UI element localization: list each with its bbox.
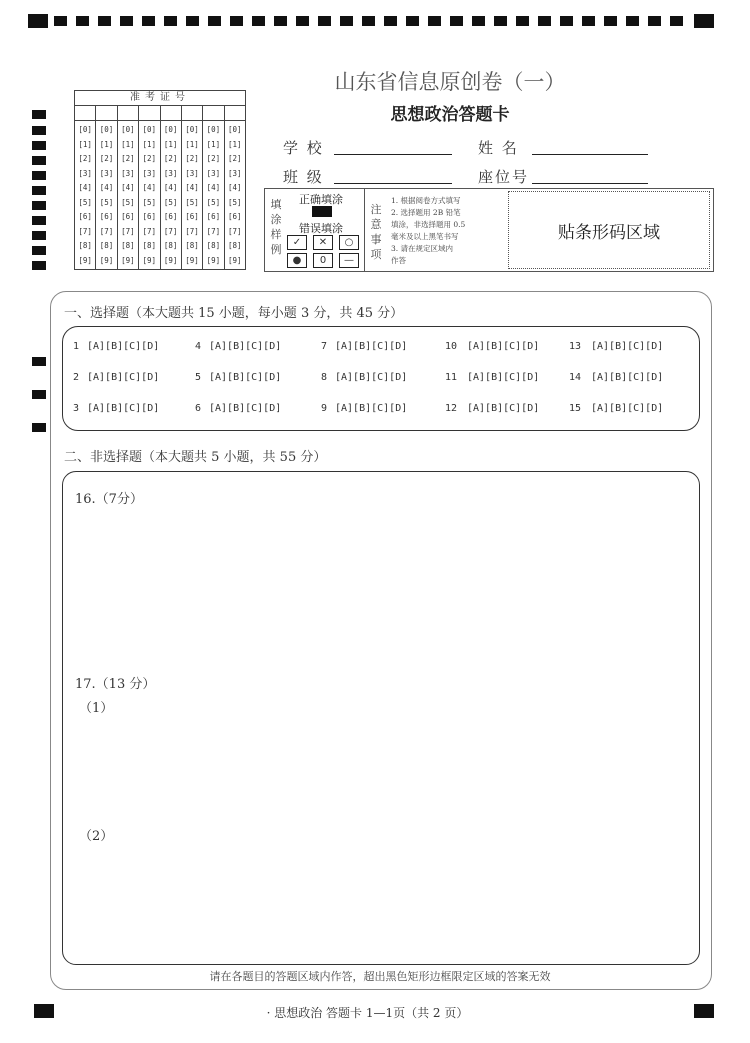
ticket-digit-bubble[interactable]: [1] <box>121 139 135 149</box>
choice-item[interactable] <box>73 372 159 383</box>
question-number: 8 <box>321 372 328 383</box>
question-17-label: 17.（13 分） <box>75 677 156 692</box>
ticket-digit-bubble[interactable]: [7] <box>185 226 199 236</box>
ticket-digit-bubble[interactable]: [6] <box>121 212 135 221</box>
ticket-digit-bubble[interactable]: [5] <box>99 197 114 207</box>
ticket-digit-bubble[interactable]: [6] <box>185 212 199 221</box>
ticket-digit-bubble[interactable]: [4] <box>121 183 135 192</box>
ticket-digit-bubble[interactable]: [8] <box>99 241 114 250</box>
option-bubbles[interactable]: [A][B][C][D] <box>87 403 160 414</box>
choice-item[interactable] <box>195 341 281 352</box>
ticket-digit-bubble[interactable]: [1] <box>142 139 157 149</box>
option-bubbles[interactable]: [A][B][C][D] <box>467 341 540 352</box>
timing-mark <box>538 16 551 26</box>
fill-sample-label: 填 涂 样 例 <box>270 198 282 256</box>
question-number: 11 <box>445 372 458 383</box>
timing-mark <box>230 16 243 26</box>
ticket-digit-bubble[interactable]: [0] <box>142 125 157 134</box>
ticket-digit-bubble[interactable]: [1] <box>228 139 242 149</box>
ticket-digit-bubble[interactable]: [3] <box>121 168 135 178</box>
ticket-digit-bubble[interactable]: [8] <box>185 241 199 250</box>
ticket-digit-bubble[interactable]: [4] <box>78 183 92 192</box>
ticket-digit-bubble[interactable]: [2] <box>163 154 178 163</box>
dash-mark-icon: — <box>339 253 359 268</box>
ticket-digit-bubble[interactable]: [6] <box>78 212 92 221</box>
ticket-digit-bubble[interactable]: [1] <box>206 139 221 149</box>
ticket-number-grid <box>74 90 246 270</box>
question-number: 13 <box>569 341 582 352</box>
option-bubbles[interactable]: [A][B][C][D] <box>335 372 408 383</box>
name-label: 姓 名 <box>478 139 519 157</box>
ticket-digit-bubble[interactable]: [3] <box>78 168 92 178</box>
ticket-digit-bubble[interactable]: [6] <box>99 212 114 221</box>
ticket-digit-bubble[interactable]: [7] <box>78 226 92 236</box>
timing-mark <box>340 16 353 26</box>
option-bubbles[interactable]: [A][B][C][D] <box>591 372 664 383</box>
notes-label: 注 意 事 项 <box>370 203 382 261</box>
timing-mark <box>472 16 485 26</box>
ticket-digit-bubble[interactable]: [3] <box>99 168 114 178</box>
question-number: 4 <box>195 341 202 352</box>
ticket-digit-bubble[interactable]: [8] <box>206 241 221 250</box>
side-timing-mark <box>32 156 46 165</box>
choice-item[interactable] <box>321 403 407 414</box>
option-bubbles[interactable]: [A][B][C][D] <box>335 341 408 352</box>
ticket-digit-bubble[interactable]: [7] <box>163 226 178 236</box>
oval-mark-icon: 0 <box>313 253 333 268</box>
notes-text: 1. 根据阅卷方式填写 2. 选择题用 2B 铅笔 填涂，非选择题用 0.5 毫米及以上黑笔书写 3. 请在规定区域内 作答 <box>391 196 466 265</box>
question-17-part2-label: （2） <box>79 829 114 844</box>
ticket-digit-bubble[interactable]: [0] <box>228 125 242 134</box>
timing-mark <box>208 16 221 26</box>
ticket-digit-columns <box>75 121 245 269</box>
ticket-digit-column <box>161 121 182 269</box>
timing-mark <box>560 16 573 26</box>
ticket-digit-bubble[interactable]: [5] <box>121 197 135 207</box>
choice-item[interactable] <box>445 403 539 414</box>
side-timing-mark <box>32 357 46 366</box>
ticket-number-title: 准考证号 <box>75 91 245 106</box>
option-bubbles[interactable]: [A][B][C][D] <box>467 372 540 383</box>
timing-mark <box>54 16 67 26</box>
timing-mark <box>648 16 661 26</box>
divider <box>364 189 365 271</box>
question-17-part1-label: （1） <box>79 701 114 716</box>
timing-mark <box>186 16 199 26</box>
timing-mark <box>296 16 309 26</box>
option-bubbles[interactable]: [A][B][C][D] <box>467 403 540 414</box>
choice-item[interactable] <box>445 372 539 383</box>
timing-mark <box>252 16 265 26</box>
ticket-digit-bubble[interactable]: [9] <box>228 255 242 265</box>
choice-item[interactable] <box>445 341 539 352</box>
timing-mark <box>28 14 48 28</box>
ticket-digit-bubble[interactable]: [9] <box>206 255 221 265</box>
ticket-digit-bubble[interactable]: [3] <box>228 168 242 178</box>
side-timing-mark <box>32 171 46 180</box>
circle-mark-icon: ○ <box>339 235 359 250</box>
choice-item[interactable] <box>569 403 663 414</box>
ticket-digit-bubble[interactable]: [1] <box>185 139 199 149</box>
ticket-digit-bubble[interactable]: [9] <box>163 255 178 265</box>
ticket-digit-bubble[interactable]: [7] <box>99 226 114 236</box>
class-label: 班 级 <box>283 168 324 186</box>
ticket-digit-bubble[interactable]: [2] <box>185 154 199 163</box>
ticket-digit-bubble[interactable]: [7] <box>228 226 242 236</box>
ticket-digit-bubble[interactable]: [8] <box>142 241 157 250</box>
option-bubbles[interactable]: [A][B][C][D] <box>209 403 282 414</box>
ticket-digit-bubble[interactable]: [1] <box>163 139 178 149</box>
question-number: 5 <box>195 372 202 383</box>
ticket-digit-bubble[interactable]: [7] <box>121 226 135 236</box>
barcode-area: 贴条形码区域 <box>508 191 710 269</box>
timing-mark <box>98 16 111 26</box>
timing-mark <box>626 16 639 26</box>
ticket-digit-bubble[interactable]: [0] <box>121 125 135 134</box>
ticket-digit-bubble[interactable]: [4] <box>99 183 114 192</box>
ticket-digit-bubble[interactable]: [0] <box>185 125 199 134</box>
question-16-label: 16.（7分） <box>75 492 143 507</box>
choice-item[interactable] <box>569 372 663 383</box>
ticket-digit-bubble[interactable]: [1] <box>78 139 92 149</box>
dot-mark-icon: ● <box>287 253 307 268</box>
option-bubbles[interactable]: [A][B][C][D] <box>87 341 160 352</box>
question-number: 14 <box>569 372 582 383</box>
ticket-digit-bubble[interactable]: [3] <box>185 168 199 178</box>
option-bubbles[interactable]: [A][B][C][D] <box>335 403 408 414</box>
ticket-digit-bubble[interactable]: [5] <box>228 197 242 207</box>
ticket-digit-bubble[interactable]: [7] <box>206 226 221 236</box>
ticket-digit-bubble[interactable]: [2] <box>121 154 135 163</box>
class-field[interactable] <box>334 182 452 184</box>
side-timing-mark <box>32 390 46 399</box>
ticket-digit-bubble[interactable]: [6] <box>206 212 221 221</box>
ticket-digit-bubble[interactable]: [3] <box>163 168 178 178</box>
timing-mark <box>120 16 133 26</box>
seat-label: 座位号 <box>478 168 530 186</box>
cross-mark-icon: ✕ <box>313 235 333 250</box>
timing-mark <box>362 16 375 26</box>
exam-title: 山东省信息原创卷（一） <box>334 70 566 94</box>
ticket-digit-column <box>75 121 96 269</box>
ticket-digit-bubble[interactable]: [9] <box>78 255 92 265</box>
ticket-digit-bubble[interactable]: [2] <box>206 154 221 163</box>
sheet-subtitle: 思想政治答题卡 <box>390 105 510 125</box>
ticket-digit-bubble[interactable]: [8] <box>163 241 178 250</box>
side-timing-mark <box>32 423 46 432</box>
timing-mark <box>164 16 177 26</box>
timing-mark <box>450 16 463 26</box>
side-timing-mark <box>32 141 46 150</box>
answer-area-warning: 请在各题目的答题区域内作答，超出黑色矩形边框限定区域的答案无效 <box>209 970 551 983</box>
ticket-digit-bubble[interactable]: [8] <box>121 241 135 250</box>
ticket-digit-bubble[interactable]: [8] <box>78 241 92 250</box>
side-timing-mark <box>32 261 46 270</box>
side-timing-mark <box>32 201 46 210</box>
question-number: 10 <box>445 341 458 352</box>
option-bubbles[interactable]: [A][B][C][D] <box>591 403 664 414</box>
choice-item[interactable] <box>321 341 407 352</box>
timing-mark <box>274 16 287 26</box>
ticket-digit-bubble[interactable]: [2] <box>99 154 114 163</box>
choice-item[interactable] <box>195 403 281 414</box>
option-bubbles[interactable]: [A][B][C][D] <box>591 341 664 352</box>
ticket-digit-bubble[interactable]: [4] <box>185 183 199 192</box>
ticket-digit-column <box>96 121 117 269</box>
ticket-digit-bubble[interactable]: [3] <box>142 168 157 178</box>
ticket-digit-column <box>182 121 203 269</box>
timing-mark <box>384 16 397 26</box>
ticket-digit-column <box>225 121 245 269</box>
school-field[interactable] <box>334 153 452 155</box>
ticket-digit-bubble[interactable]: [4] <box>228 183 242 192</box>
option-bubbles[interactable]: [A][B][C][D] <box>209 341 282 352</box>
question-number: 1 <box>73 341 80 352</box>
ticket-digit-bubble[interactable]: [2] <box>78 154 92 163</box>
timing-mark <box>142 16 155 26</box>
question-number: 6 <box>195 403 202 414</box>
ticket-digit-bubble[interactable]: [4] <box>142 183 157 192</box>
section1-title: 一、选择题（本大题共 15 小题，每小题 3 分，共 45 分） <box>64 306 404 321</box>
timing-mark <box>694 14 714 28</box>
ticket-digit-bubble[interactable]: [0] <box>99 125 114 134</box>
check-mark-icon: ✓ <box>287 235 307 250</box>
choice-answer-box <box>62 326 700 431</box>
side-timing-mark <box>32 231 46 240</box>
ticket-digit-bubble[interactable]: [5] <box>142 197 157 207</box>
option-bubbles[interactable]: [A][B][C][D] <box>209 372 282 383</box>
timing-mark <box>604 16 617 26</box>
question-number: 12 <box>445 403 458 414</box>
question-number: 9 <box>321 403 328 414</box>
ticket-digit-bubble[interactable]: [5] <box>163 197 178 207</box>
timing-mark <box>406 16 419 26</box>
wrong-fill-label: 错误填涂 <box>299 222 343 235</box>
page-footer: · 思想政治 答题卡 1—1页（共 2 页） <box>266 1006 469 1020</box>
timing-mark <box>318 16 331 26</box>
choice-item[interactable] <box>73 403 159 414</box>
essay-answer-box[interactable] <box>62 471 700 965</box>
ticket-digit-bubble[interactable]: [0] <box>163 125 178 134</box>
option-bubbles[interactable]: [A][B][C][D] <box>87 372 160 383</box>
school-label: 学 校 <box>283 139 324 157</box>
timing-mark <box>670 16 683 26</box>
choice-item[interactable] <box>569 341 663 352</box>
correct-fill-label: 正确填涂 <box>299 193 343 206</box>
choice-item[interactable] <box>195 372 281 383</box>
timing-mark <box>516 16 529 26</box>
question-number: 3 <box>73 403 80 414</box>
ticket-digit-bubble[interactable]: [6] <box>228 212 242 221</box>
ticket-digit-bubble[interactable]: [4] <box>163 183 178 192</box>
side-timing-mark <box>32 126 46 135</box>
ticket-digit-bubble[interactable]: [5] <box>206 197 221 207</box>
side-timing-mark <box>32 216 46 225</box>
ticket-digit-bubble[interactable]: [8] <box>228 241 242 250</box>
ticket-digit-bubble[interactable]: [7] <box>142 226 157 236</box>
ticket-number-write-row[interactable] <box>75 106 245 121</box>
ticket-digit-bubble[interactable]: [9] <box>142 255 157 265</box>
question-number: 2 <box>73 372 80 383</box>
ticket-digit-bubble[interactable]: [6] <box>163 212 178 221</box>
ticket-digit-bubble[interactable]: [2] <box>228 154 242 163</box>
ticket-digit-bubble[interactable]: [0] <box>206 125 221 134</box>
section2-title: 二、非选择题（本大题共 5 小题，共 55 分） <box>64 450 327 465</box>
correct-fill-example <box>312 206 332 217</box>
ticket-digit-bubble[interactable]: [5] <box>185 197 199 207</box>
choice-item[interactable] <box>73 341 159 352</box>
seat-field[interactable] <box>532 182 648 184</box>
choice-item[interactable] <box>321 372 407 383</box>
question-number: 7 <box>321 341 328 352</box>
side-timing-mark <box>32 186 46 195</box>
timing-mark <box>582 16 595 26</box>
question-number: 15 <box>569 403 582 414</box>
ticket-digit-column <box>203 121 224 269</box>
ticket-digit-bubble[interactable]: [9] <box>99 255 114 265</box>
ticket-digit-bubble[interactable]: [9] <box>185 255 199 265</box>
ticket-digit-bubble[interactable]: [6] <box>142 212 157 221</box>
timing-mark <box>76 16 89 26</box>
ticket-digit-column <box>139 121 160 269</box>
side-timing-mark <box>32 246 46 255</box>
ticket-digit-bubble[interactable]: [4] <box>206 183 221 192</box>
ticket-digit-bubble[interactable]: [9] <box>121 255 135 265</box>
top-timing-marks <box>28 14 714 28</box>
name-field[interactable] <box>532 153 648 155</box>
ticket-digit-bubble[interactable]: [3] <box>206 168 221 178</box>
ticket-digit-bubble[interactable]: [1] <box>99 139 114 149</box>
ticket-digit-bubble[interactable]: [2] <box>142 154 157 163</box>
timing-mark <box>494 16 507 26</box>
ticket-digit-bubble[interactable]: [5] <box>78 197 92 207</box>
ticket-digit-bubble[interactable]: [0] <box>78 125 92 134</box>
ticket-digit-column <box>118 121 139 269</box>
timing-mark <box>428 16 441 26</box>
